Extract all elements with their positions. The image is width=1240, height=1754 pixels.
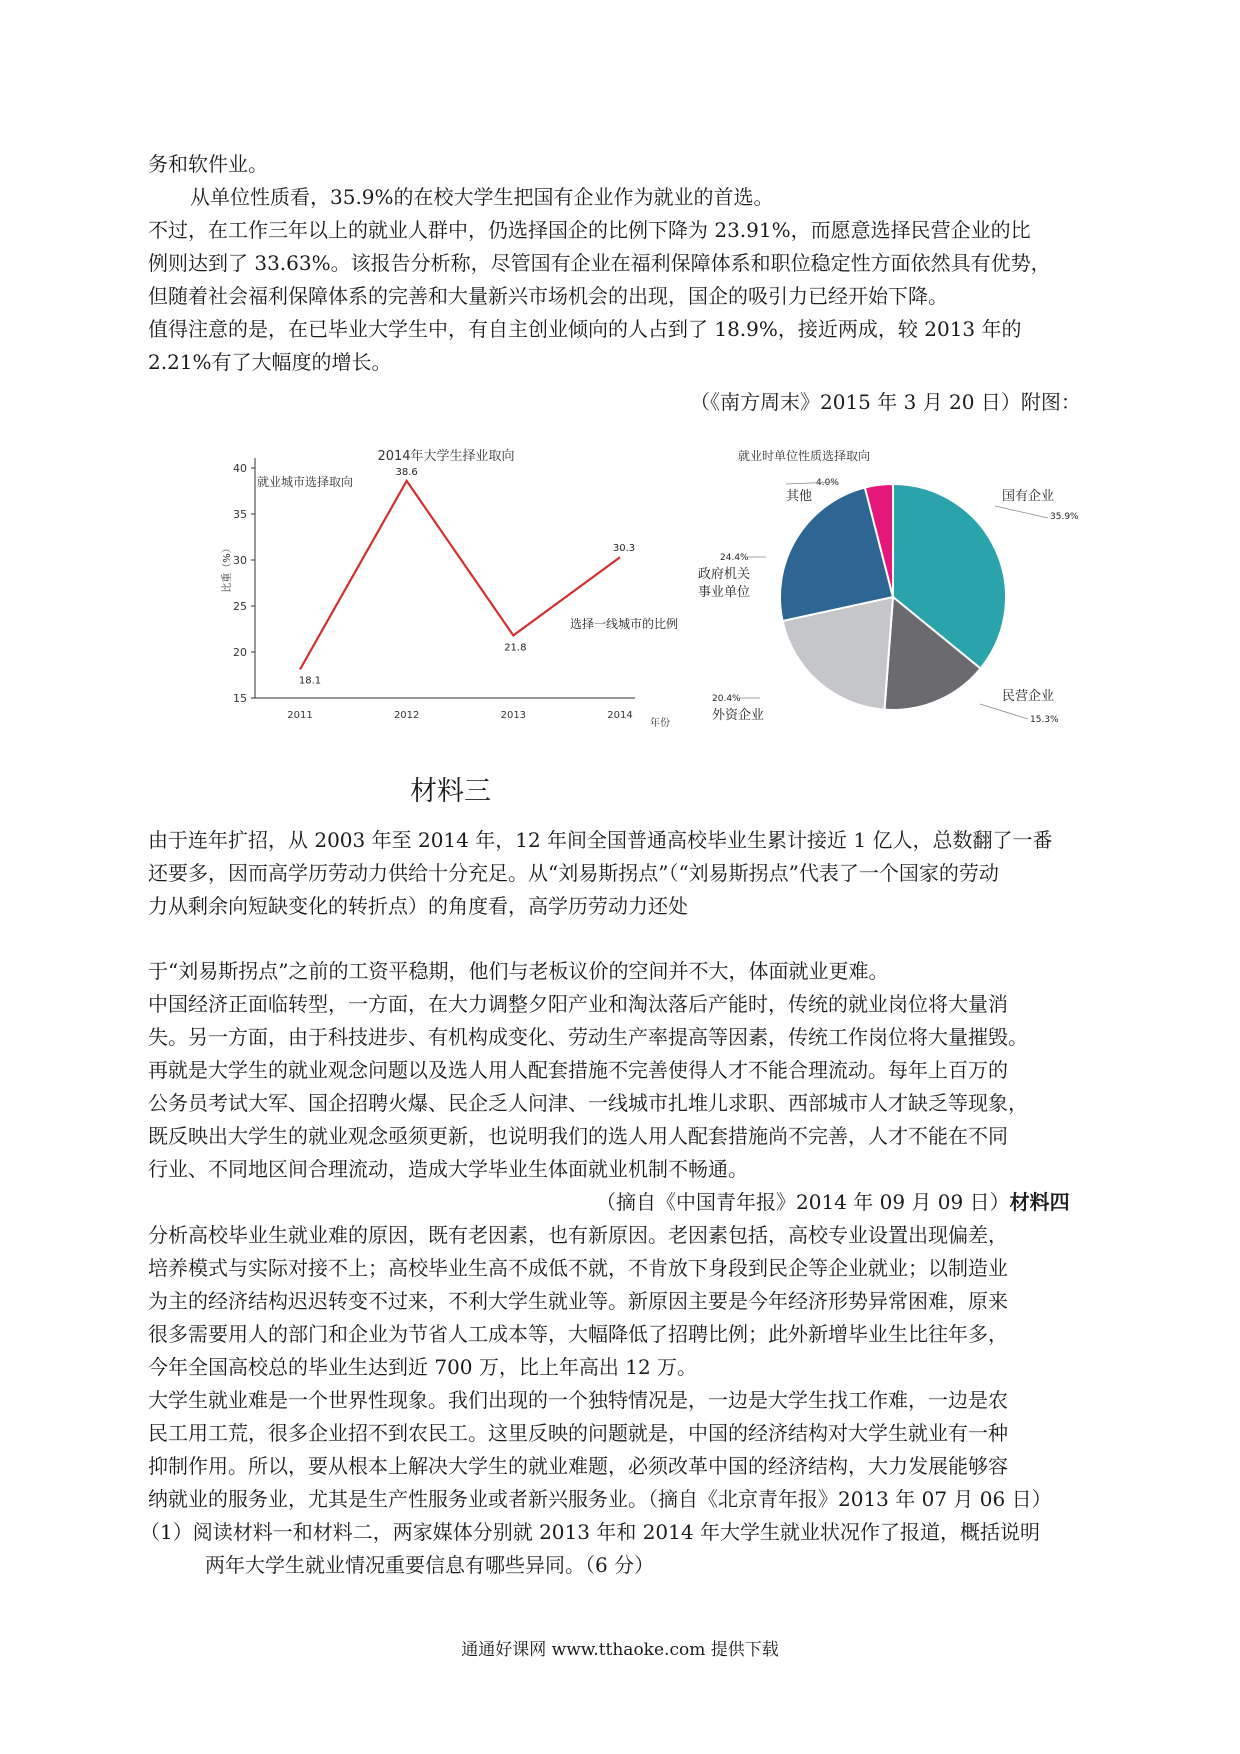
text-line: 值得注意的是，在已毕业大学生中，有自主创业倾向的人占到了 18.9%，接近两成，较 2013 年的 <box>148 317 1022 341</box>
y-tick-label: 30 <box>233 554 247 567</box>
y-tick-label: 35 <box>233 508 247 521</box>
data-label: 18.1 <box>298 675 322 687</box>
material-four-label: 材料四 <box>1009 1190 1070 1214</box>
slice-value-other: 4.0% <box>816 478 839 488</box>
source-citation: （摘自《中国青年报》2014 年 09 月 09 日） <box>596 1190 1010 1214</box>
chart-title: 就业时单位性质选择取向 <box>738 449 871 463</box>
slice-label-government-1: 政府机关 <box>698 567 751 582</box>
text-line: 于“刘易斯拐点”之前的工资平稳期，他们与老板议价的空间并不大，体面就业更难。 <box>148 959 889 983</box>
text-line: 为主的经济结构迟迟转变不过来，不利大学生就业等。新原因主要是今年经济形势异常困难，原来 <box>148 1289 1008 1313</box>
text-line: 公务员考试大军、国企招聘火爆、民企乏人问津、一线城市扎堆儿求职、西部城市人才缺乏等现象， <box>148 1091 1028 1115</box>
x-tick-label: 2011 <box>287 710 313 721</box>
text-line: 还要多，因而高学历劳动力供给十分充足。从“刘易斯拐点”（“刘易斯拐点”代表了一个国家的劳动 <box>148 861 999 885</box>
text-line: 务和软件业。 <box>148 152 268 176</box>
text-line: 行业、不同地区间合理流动，造成大学毕业生体面就业机制不畅通。 <box>148 1157 748 1181</box>
text-line: 但随着社会福利保障体系的完善和大量新兴市场机会的出现，国企的吸引力已经开始下降。 <box>148 284 948 308</box>
x-axis-label: 年份 <box>650 718 670 729</box>
source-citation: （《南方周末》2015 年 3 月 20 日）附图： <box>690 390 1081 414</box>
slice-label-state-owned: 国有企业 <box>1002 489 1055 504</box>
text-line: 中国经济正面临转型，一方面，在大力调整夕阳产业和淘汰落后产能时，传统的就业岗位将大量消 <box>148 992 1008 1016</box>
y-tick-label: 15 <box>233 692 247 705</box>
question-line: （1）阅读材料一和材料二，两家媒体分别就 2013 年和 2014 年大学生就业状况作了报道，概括说明 <box>140 1520 1040 1544</box>
text-line: 既反映出大学生的就业观念亟须更新，也说明我们的选人用人配套措施尚不完善，人才不能在不同 <box>148 1124 1008 1148</box>
text-line: 民工用工荒，很多企业招不到农民工。这里反映的问题就是，中国的经济结构对大学生就业有一种 <box>148 1421 1008 1445</box>
y-axis-label: 比重（%） <box>222 543 233 593</box>
source-line <box>596 1186 1070 1218</box>
x-tick-label: 2013 <box>500 710 527 721</box>
line-chart <box>200 436 690 736</box>
text-line: 分析高校毕业生就业难的原因，既有老因素，也有新原因。老因素包括，高校专业设置出现偏差， <box>148 1223 1008 1247</box>
x-tick-label: 2012 <box>393 710 420 721</box>
text-line: 抑制作用。所以，要从根本上解决大学生的就业难题，必须改革中国的经济结构，大力发展能够容 <box>148 1454 1008 1478</box>
chart-title: 2014年大学生择业取向 <box>377 449 515 464</box>
text-line: 由于连年扩招，从 2003 年至 2014 年，12 年间全国普通高校毕业生累计接近 1 亿人，总数翻了一番 <box>148 828 1053 852</box>
y-tick-label: 20 <box>233 646 247 659</box>
question-line: 两年大学生就业情况重要信息有哪些异同。（6 分） <box>205 1553 655 1577</box>
slice-label-government-2: 事业单位 <box>698 585 751 600</box>
text-line: 培养模式与实际对接不上；高校毕业生高不成低不就，不肯放下身段到民企等企业就业；以制造业 <box>148 1256 1008 1280</box>
text-line: 很多需要用人的部门和企业为节省人工成本等，大幅降低了招聘比例；此外新增毕业生比往年多， <box>148 1322 1008 1346</box>
series-line <box>300 481 620 670</box>
slice-value-government: 24.4% <box>720 553 749 563</box>
slice-value-foreign: 20.4% <box>712 694 741 704</box>
data-label: 30.3 <box>612 543 636 555</box>
text-line: 今年全国高校总的毕业生达到近 700 万，比上年高出 12 万。 <box>148 1355 698 1379</box>
text-line: 2.21%有了大幅度的增长。 <box>148 350 392 374</box>
chart-subtitle: 就业城市选择取向 <box>257 475 354 489</box>
text-line: 再就是大学生的就业观念问题以及选人用人配套措施不完善使得人才不能合理流动。每年上百万的 <box>148 1058 1008 1082</box>
section-heading: 材料三 <box>410 776 491 807</box>
footer: 通通好课网 www.tthaoke.com 提供下载 <box>461 1640 779 1660</box>
y-tick-label: 40 <box>233 462 247 475</box>
series-label: 选择一线城市的比例 <box>570 617 679 631</box>
slice-label-foreign: 外资企业 <box>712 708 765 723</box>
text-line: 失。另一方面，由于科技进步、有机构成变化、劳动生产率提高等因素，传统工作岗位将大量摧毁。 <box>148 1025 1028 1049</box>
text-line: 纳就业的服务业，尤其是生产性服务业或者新兴服务业。（摘自《北京青年报》2013 年 07 月 06 日） <box>148 1487 1052 1511</box>
text-line: 从单位性质看，35.9%的在校大学生把国有企业作为就业的首选。 <box>190 185 774 209</box>
text-line: 力从剩余向短缺变化的转折点）的角度看，高学历劳动力还处 <box>148 894 688 918</box>
x-tick-label: 2014 <box>607 710 633 721</box>
slice-value-state-owned: 35.9% <box>1050 512 1079 522</box>
data-label: 21.8 <box>504 642 527 654</box>
slice-value-private: 15.3% <box>1030 715 1059 725</box>
y-tick-label: 25 <box>233 600 247 613</box>
text-line: 例则达到了 33.63%。该报告分析称，尽管国有企业在福利保障体系和职位稳定性方面依然具有优势， <box>148 251 1051 275</box>
pie-chart <box>690 436 1110 736</box>
slice-label-other: 其他 <box>786 489 813 504</box>
text-line: 大学生就业难是一个世界性现象。我们出现的一个独特情况是，一边是大学生找工作难，一边是农 <box>148 1388 1008 1412</box>
data-label: 38.6 <box>395 466 418 478</box>
slice-label-private: 民营企业 <box>1002 689 1055 704</box>
text-line: 不过，在工作三年以上的就业人群中，仍选择国企的比例下降为 23.91%，而愿意选择民营企业的比 <box>148 218 1031 242</box>
